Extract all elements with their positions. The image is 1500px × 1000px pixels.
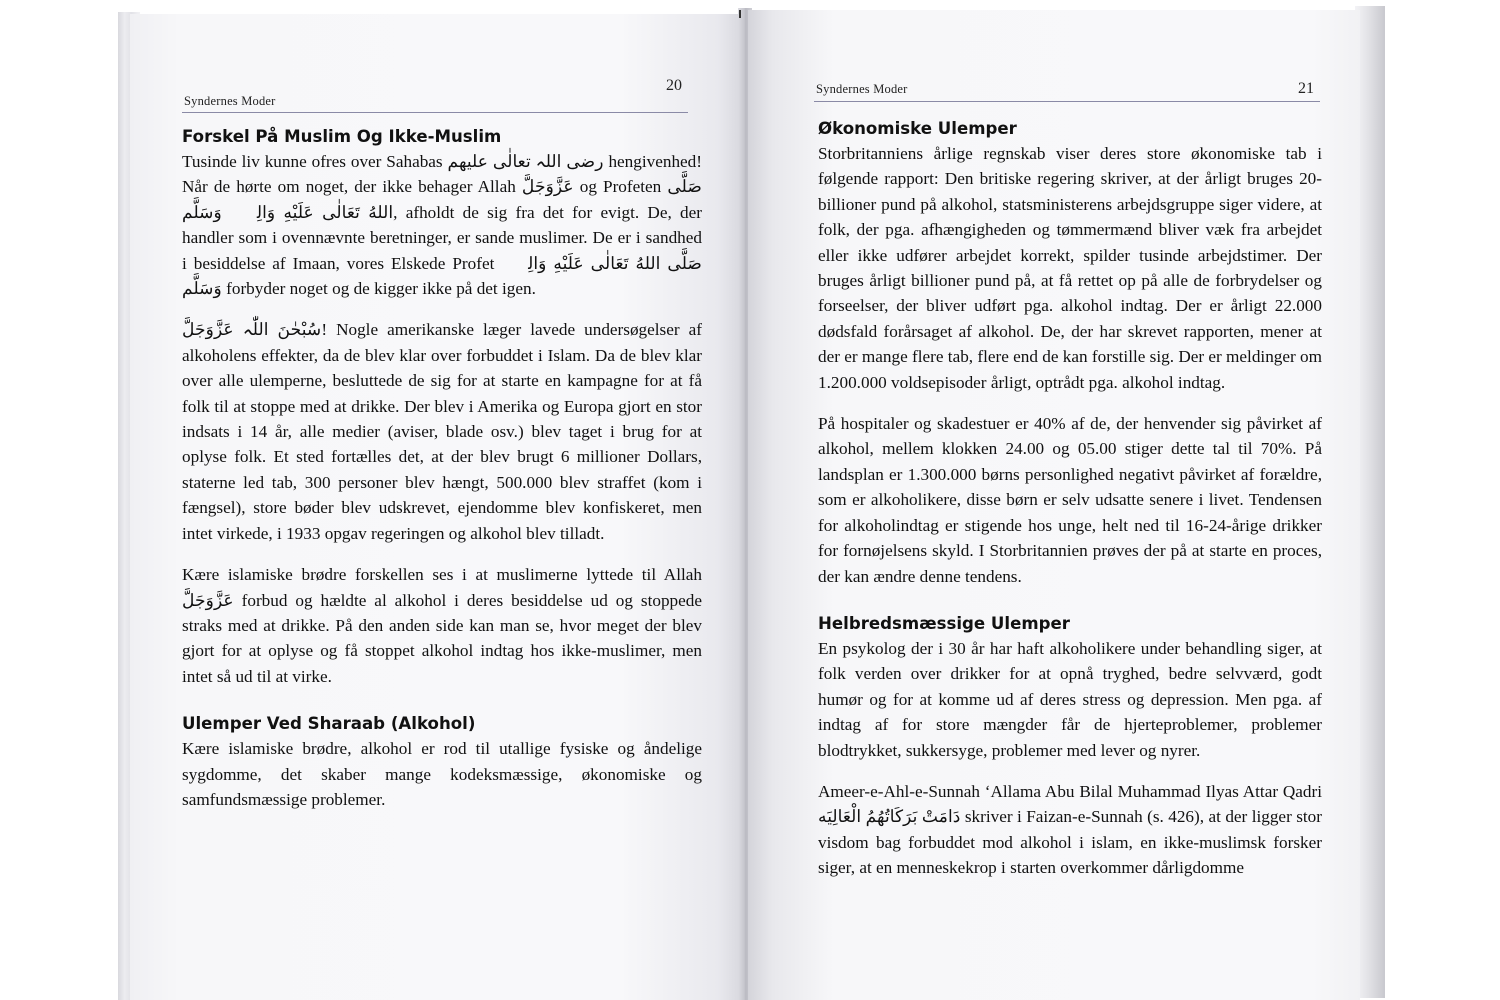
- right-paragraph-1: Storbritanniens årlige regnskab viser deres store økonomiske tab i følgende rapport: Den britiske regering skriver, at der årligt bruges 20-billioner pund på alkohol, statsministerens arbejdsgruppe siger videre, at folk, der pga. afhængigheden og tømmermænd bliver væk fra arbejdet eller ikke udfører arbejdet korrekt, spilder tusinde arbejdstimer. Der bruges årligt billioner pund på, at få rettet op på alle de forbrydelser og forseelser, der bliver udført pga. alkohol indtag. Der er årligt 22.000 dødsfald forårsaget af alkohol. De, der har skrevet rapporten, mener at der er mange flere tab, flere end de kan forstille sig. Der er meldinger om 1.200.000 voldsepisoder årligt, optrådt pga. alkohol indtag.: [818, 144, 1322, 392]
- right-header-rule: [814, 101, 1320, 102]
- heading-health-disadvantages: Helbredsmæssige Ulemper: [818, 613, 1070, 633]
- right-paragraph-3: En psykolog der i 30 år har haft alkoholikere under behandling siger, at folk verden over drikker for at opnå tryghed, bedre selvværd, godt humør og for at komme ud af deres stress og depression. Men pga. af indtag af for store mængder får de hjerteproblemer, problemer blodtrykket, sukkersyge, problemer med lever og nyrer.: [818, 638, 1322, 760]
- left-paragraph-2: سُبْحٰنَ اللّٰہ عَزَّوَجَلَّ! Nogle amerikanske læger lavede undersøgelser af alkoholens effekter, da de blev klar over forbuddet i Islam. Da de blev klar over alle ulemperne, besluttede de sig for at starte en kampagne for at få folk til at stoppe med at drikke. Der blev i Amerika og Europa gjort en stor indsats i 14 år, alle medier (aviser, blade osv.) blev taget i brug for at oplyse folk. Et sted fortælles det, at der blev brugt 6 millioner Dollars, staterne led tab, 300 personer blev hængt, 500.000 blev straffet (kom i fængsel), store bøder blev udskrevet, ejendomme blev konfiskeret, men intet virkede, i 1933 opgav regeringen og alkohol blev tilladt.: [182, 320, 702, 543]
- spine-mark: [739, 10, 741, 18]
- right-page-body: [818, 116, 1322, 881]
- left-paragraph-1: Tusinde liv kunne ofres over Sahabas رضی اللہ تعالٰی علیھم hengivenhed! Når de hørte om noget, der ikke behager Allah عَزَّوَجَلَّ og Profeten صَلَّى اللهُ تَعَالٰى عَلَيْهِ وَالِهٖ وَسَلَّم, afholdt de sig fra det for evigt. De, der handler som i ovennævnte beretninger, er sande muslimer. De er i sandhed i besiddelse af Imaan, vores Elskede Profet صَلَّى اللهُ تَعَالٰى عَلَيْهِ وَالِهٖ وَسَلَّم forbyder noget og de kigger ikke på det igen.: [182, 152, 702, 299]
- left-page: [130, 14, 742, 1000]
- right-page-number: 21: [1298, 80, 1314, 97]
- right-paragraph-2: På hospitaler og skadestuer er 40% af de, der henvender sig påvirket af alkohol, mellem klokken 24.00 og 05.00 stiger dette tal til 70%. På landsplan er 1.300.000 børns personlighed negativt påvirket af forældre, som er alkoholikere, disse børn er selv udsatte senere i livet. Tendensen for alkoholindtag er stigende hos unge, helt ned til 16-24-årige drikker for fornøjelsens skyld. I Storbritannien prøves der på at starte en proces, der kan ændre denne tendens.: [818, 414, 1322, 586]
- heading-muslim-difference: Forskel På Muslim Og Ikke-Muslim: [182, 127, 502, 146]
- right-page: [748, 10, 1360, 1000]
- right-running-title: Syndernes Moder: [816, 82, 908, 96]
- left-paragraph-4: Kære islamiske brødre, alkohol er rod til utallige fysiske og åndelige sygdomme, det skaber mange kodeksmæssige, økonomiske og samfundsmæssige problemer.: [182, 739, 702, 809]
- left-page-number: 20: [666, 77, 682, 94]
- right-paragraph-4: Ameer-e-Ahl-e-Sunnah ‘Allama Abu Bilal Muhammad Ilyas Attar Qadri دَامَتْ بَرَكَاتُهُمُ الْعَالِيَه skriver i Faizan-e-Sunnah (s. 426), at der ligger stor visdom bag forbuddet mod alkohol i islam, en ikke-muslimsk forsker siger, at en menneskekrop i starten overkommer dårligdomme: [818, 781, 1323, 878]
- heading-sharaab-disadvantages: Ulemper Ved Sharaab (Alkohol): [182, 714, 476, 734]
- left-running-title: Syndernes Moder: [184, 94, 276, 108]
- heading-economic-disadvantages: Økonomiske Ulemper: [818, 119, 1017, 138]
- left-paragraph-3: Kære islamiske brødre forskellen ses i at muslimerne lyttede til Allah عَزَّوَجَلَّ forbud og hældte al alkohol i deres besiddelse ud og stoppede straks med at drikke. På den anden side kan man se, hvor meget der blev gjort for at oplyse og få stoppet alkohol indtag hos ikke-muslimer, men intet så ud til at virke.: [182, 565, 702, 686]
- left-header-rule: [182, 112, 688, 113]
- left-page-body: [182, 124, 702, 812]
